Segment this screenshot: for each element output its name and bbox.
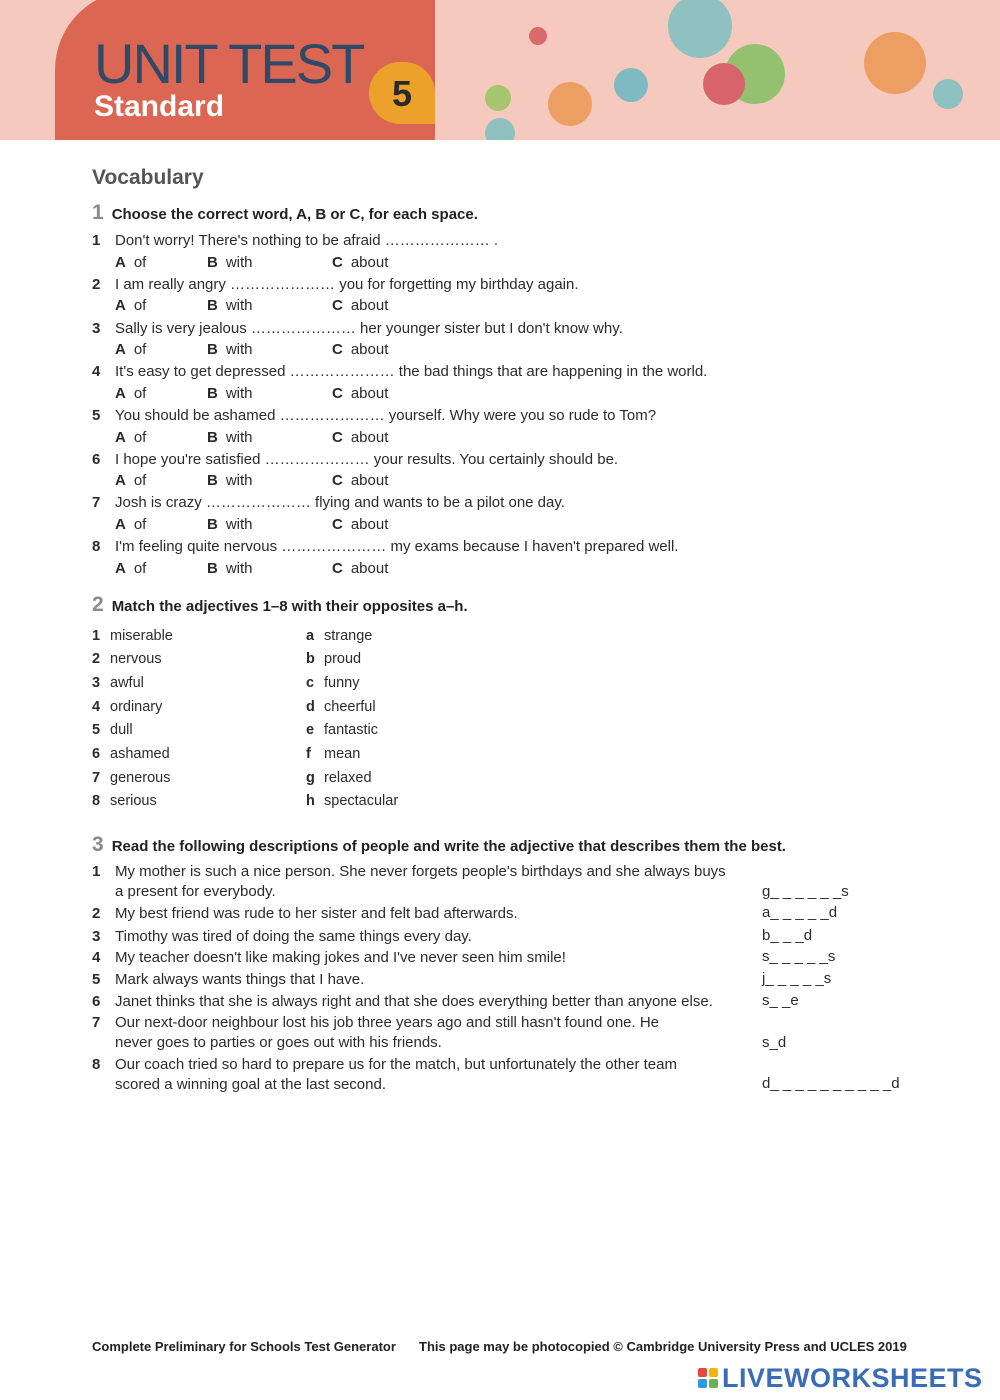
match-right-item: f mean bbox=[306, 746, 361, 762]
footer-copyright: This page may be photocopied © Cambridge University Press and UCLES 2019 bbox=[419, 1339, 907, 1354]
exercise-number: 3 bbox=[92, 833, 104, 856]
decorative-dot bbox=[485, 118, 515, 140]
description-text: My teacher doesn't like making jokes and I've never seen him smile! bbox=[115, 949, 566, 966]
match-right-item: b proud bbox=[306, 651, 362, 667]
option-a[interactable]: A of bbox=[115, 385, 147, 402]
option-c[interactable]: C about bbox=[332, 254, 389, 271]
question-text: I'm feeling quite nervous ………………… my exams because I haven't prepared well. bbox=[115, 538, 679, 555]
instruction-text: Match the adjectives 1–8 with their opposites a–h. bbox=[111, 598, 468, 615]
option-a[interactable]: A of bbox=[115, 472, 147, 489]
option-c[interactable]: C about bbox=[332, 429, 389, 446]
description-text: My best friend was rude to her sister and felt bad afterwards. bbox=[115, 905, 518, 922]
question-text: I am really angry ………………… you for forgetting my birthday again. bbox=[115, 276, 579, 293]
option-c[interactable]: C about bbox=[332, 560, 389, 577]
description-row: 2 My best friend was rude to her sister and felt bad afterwards. bbox=[92, 904, 732, 924]
option-c[interactable]: C about bbox=[332, 297, 389, 314]
answer-hint[interactable]: j_ _ _ _ _s bbox=[762, 970, 832, 987]
description-row: 7 Our next-door neighbour lost his job three years ago and still hasn't found one. He never goes to parties or goes out with his friends. bbox=[92, 1013, 732, 1053]
decorative-dot bbox=[864, 32, 926, 94]
option-c[interactable]: C about bbox=[332, 516, 389, 533]
description-text: Janet thinks that she is always right and that she does everything better than anyone else. bbox=[115, 993, 713, 1010]
description-row: 3 Timothy was tired of doing the same things every day. bbox=[92, 927, 732, 947]
question-row: 5 You should be ashamed ………………… yourself. Why were you so rude to Tom? bbox=[92, 407, 657, 424]
footer-source: Complete Preliminary for Schools Test Generator bbox=[92, 1339, 396, 1354]
question-text: You should be ashamed ………………… yourself. Why were you so rude to Tom? bbox=[115, 407, 657, 424]
question-row: 1 Don't worry! There's nothing to be afraid ………………… . bbox=[92, 232, 499, 249]
liveworksheets-brand: LIVEWORKSHEETS bbox=[722, 1362, 983, 1393]
page-header bbox=[0, 0, 1000, 140]
question-text: Don't worry! There's nothing to be afraid ………………… . bbox=[115, 232, 499, 249]
match-right-item: h spectacular bbox=[306, 793, 399, 809]
match-left-item: 4 ordinary bbox=[92, 699, 163, 715]
description-row: 1 My mother is such a nice person. She never forgets people's birthdays and she always buys a present for everybody. bbox=[92, 862, 732, 902]
question-row: 7 Josh is crazy ………………… flying and wants to be a pilot one day. bbox=[92, 494, 565, 511]
decorative-dot bbox=[703, 63, 745, 105]
unit-test-title: UNIT TEST bbox=[94, 32, 364, 95]
option-c[interactable]: C about bbox=[332, 385, 389, 402]
description-row: 4 My teacher doesn't like making jokes and I've never seen him smile! bbox=[92, 948, 732, 968]
description-text: My mother is such a nice person. She never forgets people's birthdays and she always buys a present for everybody. bbox=[115, 863, 726, 900]
answer-hint[interactable]: d_ _ _ _ _ _ _ _ _ _d bbox=[762, 1075, 900, 1092]
decorative-dot bbox=[668, 0, 732, 58]
match-left-item: 3 awful bbox=[92, 675, 144, 691]
liveworksheets-logo bbox=[698, 1364, 983, 1392]
option-a[interactable]: A of bbox=[115, 429, 147, 446]
match-left-item: 1 miserable bbox=[92, 628, 173, 644]
question-text: It's easy to get depressed ………………… the bad things that are happening in the world. bbox=[115, 363, 708, 380]
unit-number-badge: 5 bbox=[369, 62, 435, 124]
description-row: 8 Our coach tried so hard to prepare us for the match, but unfortunately the other team scored a winning goal at the last second. bbox=[92, 1055, 732, 1095]
option-a[interactable]: A of bbox=[115, 297, 147, 314]
liveworksheets-icon bbox=[698, 1368, 718, 1388]
answer-hint[interactable]: g_ _ _ _ _ _s bbox=[762, 883, 849, 900]
decorative-dot bbox=[548, 82, 592, 126]
answer-hint[interactable]: s_ _e bbox=[762, 992, 799, 1009]
decorative-dot bbox=[529, 27, 547, 45]
description-text: Timothy was tired of doing the same things every day. bbox=[115, 928, 472, 945]
option-c[interactable]: C about bbox=[332, 472, 389, 489]
match-left-item: 5 dull bbox=[92, 722, 133, 738]
option-a[interactable]: A of bbox=[115, 341, 147, 358]
section-title: Vocabulary bbox=[92, 166, 204, 189]
option-b[interactable]: B with bbox=[207, 385, 253, 402]
exercise-1-instruction bbox=[92, 201, 478, 225]
exercise-number: 2 bbox=[92, 593, 104, 616]
option-b[interactable]: B with bbox=[207, 297, 253, 314]
match-left-item: 2 nervous bbox=[92, 651, 162, 667]
option-a[interactable]: A of bbox=[115, 254, 147, 271]
option-b[interactable]: B with bbox=[207, 254, 253, 271]
option-b[interactable]: B with bbox=[207, 429, 253, 446]
match-right-item: e fantastic bbox=[306, 722, 378, 738]
question-row: 8 I'm feeling quite nervous ………………… my exams because I haven't prepared well. bbox=[92, 538, 679, 555]
answer-hint[interactable]: s_ _ _ _ _s bbox=[762, 948, 836, 965]
answer-hint[interactable]: b_ _ _d bbox=[762, 927, 813, 944]
match-left-item: 7 generous bbox=[92, 770, 171, 786]
instruction-text: Read the following descriptions of people and write the adjective that describes them the best. bbox=[111, 838, 786, 855]
option-b[interactable]: B with bbox=[207, 341, 253, 358]
description-text: Our next-door neighbour lost his job three years ago and still hasn't found one. He never goes to parties or goes out with his friends. bbox=[115, 1014, 660, 1051]
question-row: 2 I am really angry ………………… you for forgetting my birthday again. bbox=[92, 276, 579, 293]
description-text: Our coach tried so hard to prepare us for the match, but unfortunately the other team scored a winning goal at the last second. bbox=[115, 1056, 677, 1093]
decorative-dot bbox=[485, 85, 511, 111]
exercise-2-instruction bbox=[92, 593, 468, 617]
match-right-item: d cheerful bbox=[306, 699, 376, 715]
question-row: 3 Sally is very jealous ………………… her younger sister but I don't know why. bbox=[92, 320, 623, 337]
exercise-number: 1 bbox=[92, 201, 104, 224]
match-left-item: 6 ashamed bbox=[92, 746, 170, 762]
question-text: I hope you're satisfied ………………… your results. You certainly should be. bbox=[115, 451, 619, 468]
option-a[interactable]: A of bbox=[115, 560, 147, 577]
match-right-item: a strange bbox=[306, 628, 373, 644]
match-left-item: 8 serious bbox=[92, 793, 157, 809]
match-right-item: c funny bbox=[306, 675, 360, 691]
description-text: Mark always wants things that I have. bbox=[115, 971, 365, 988]
decorative-dot bbox=[933, 79, 963, 109]
option-b[interactable]: B with bbox=[207, 516, 253, 533]
unit-test-level: Standard bbox=[94, 90, 225, 123]
option-c[interactable]: C about bbox=[332, 341, 389, 358]
description-row: 6 Janet thinks that she is always right and that she does everything better than anyone else. bbox=[92, 992, 732, 1012]
option-b[interactable]: B with bbox=[207, 560, 253, 577]
question-text: Josh is crazy ………………… flying and wants to be a pilot one day. bbox=[115, 494, 565, 511]
option-a[interactable]: A of bbox=[115, 516, 147, 533]
instruction-text: Choose the correct word, A, B or C, for each space. bbox=[111, 206, 478, 223]
question-row: 4 It's easy to get depressed ………………… the bad things that are happening in the world. bbox=[92, 363, 708, 380]
match-right-item: g relaxed bbox=[306, 770, 372, 786]
question-text: Sally is very jealous ………………… her younger sister but I don't know why. bbox=[115, 320, 623, 337]
question-row: 6 I hope you're satisfied ………………… your results. You certainly should be. bbox=[92, 451, 619, 468]
decorative-dot bbox=[614, 68, 648, 102]
answer-hint[interactable]: a_ _ _ _ _d bbox=[762, 904, 838, 921]
option-b[interactable]: B with bbox=[207, 472, 253, 489]
description-row: 5 Mark always wants things that I have. bbox=[92, 970, 732, 990]
answer-hint[interactable]: s_d bbox=[762, 1034, 787, 1051]
exercise-3-instruction bbox=[92, 833, 786, 857]
